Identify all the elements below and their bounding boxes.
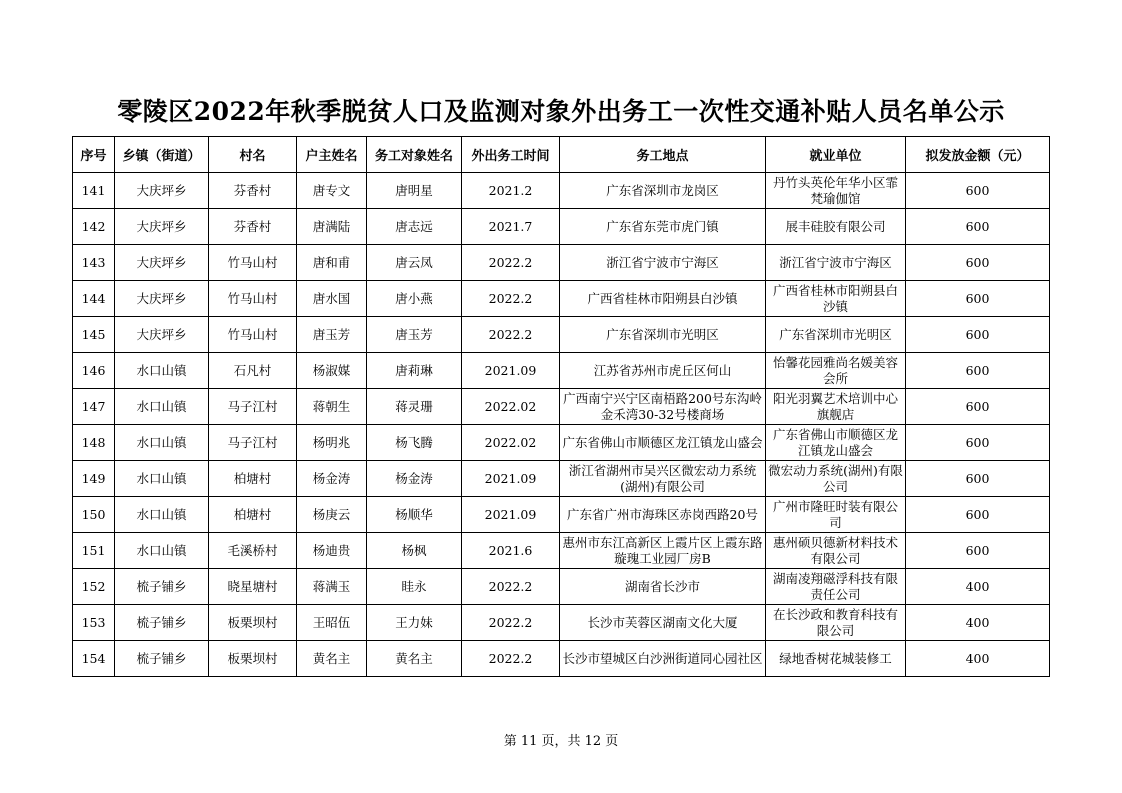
column-header-seq: 序号 <box>73 137 115 173</box>
cell-employer: 绿地香树花城装修工 <box>766 641 906 677</box>
cell-township: 大庆坪乡 <box>115 173 209 209</box>
cell-amount: 400 <box>906 605 1050 641</box>
cell-township: 水口山镇 <box>115 461 209 497</box>
cell-householder: 蒋朝生 <box>297 389 367 425</box>
table-row <box>73 353 1050 389</box>
cell-village: 马子江村 <box>209 389 297 425</box>
table-row <box>73 641 1050 677</box>
cell-employer: 广西省桂林市阳朔县白沙镇 <box>766 281 906 317</box>
cell-amount: 400 <box>906 641 1050 677</box>
cell-depart-time: 2022.2 <box>462 605 560 641</box>
cell-depart-time: 2021.2 <box>462 173 560 209</box>
cell-seq: 141 <box>73 173 115 209</box>
table-row <box>73 461 1050 497</box>
cell-seq: 152 <box>73 569 115 605</box>
cell-worker: 唐玉芳 <box>367 317 462 353</box>
cell-seq: 150 <box>73 497 115 533</box>
cell-worker: 蒋灵珊 <box>367 389 462 425</box>
cell-village: 竹马山村 <box>209 281 297 317</box>
cell-village: 板栗坝村 <box>209 605 297 641</box>
cell-householder: 唐水国 <box>297 281 367 317</box>
cell-amount: 600 <box>906 209 1050 245</box>
cell-village: 柏塘村 <box>209 497 297 533</box>
cell-seq: 147 <box>73 389 115 425</box>
cell-seq: 142 <box>73 209 115 245</box>
cell-work-location: 浙江省宁波市宁海区 <box>560 245 766 281</box>
table-header-row <box>73 137 1050 173</box>
table-row <box>73 533 1050 569</box>
cell-amount: 600 <box>906 173 1050 209</box>
cell-work-location: 长沙市芙蓉区湖南文化大厦 <box>560 605 766 641</box>
cell-householder: 杨迪贵 <box>297 533 367 569</box>
cell-village: 毛溪桥村 <box>209 533 297 569</box>
cell-village: 石凡村 <box>209 353 297 389</box>
table-row <box>73 569 1050 605</box>
cell-township: 梳子铺乡 <box>115 605 209 641</box>
cell-township: 水口山镇 <box>115 533 209 569</box>
cell-work-location: 江苏省苏州市虎丘区何山 <box>560 353 766 389</box>
cell-amount: 600 <box>906 353 1050 389</box>
table-row <box>73 605 1050 641</box>
cell-amount: 600 <box>906 245 1050 281</box>
cell-seq: 148 <box>73 425 115 461</box>
table-row <box>73 317 1050 353</box>
cell-householder: 唐满陆 <box>297 209 367 245</box>
document-title: 零陵区2022年秋季脱贫人口及监测对象外出务工一次性交通补贴人员名单公示 <box>117 97 1005 126</box>
column-header-employer: 就业单位 <box>766 137 906 173</box>
cell-village: 马子江村 <box>209 425 297 461</box>
column-header-depart-time: 外出务工时间 <box>462 137 560 173</box>
cell-amount: 600 <box>906 533 1050 569</box>
cell-employer: 丹竹头英伦年华小区霏梵瑜伽馆 <box>766 173 906 209</box>
cell-worker: 唐志远 <box>367 209 462 245</box>
cell-seq: 153 <box>73 605 115 641</box>
cell-depart-time: 2022.2 <box>462 317 560 353</box>
cell-seq: 144 <box>73 281 115 317</box>
cell-work-location: 湖南省长沙市 <box>560 569 766 605</box>
column-header-worker: 务工对象姓名 <box>367 137 462 173</box>
cell-township: 大庆坪乡 <box>115 281 209 317</box>
cell-township: 大庆坪乡 <box>115 209 209 245</box>
cell-depart-time: 2021.09 <box>462 497 560 533</box>
cell-work-location: 浙江省湖州市吴兴区微宏动力系统(湖州)有限公司 <box>560 461 766 497</box>
cell-employer: 广州市隆旺时装有限公司 <box>766 497 906 533</box>
cell-employer: 阳光羽翼艺术培训中心旗舰店 <box>766 389 906 425</box>
cell-amount: 600 <box>906 317 1050 353</box>
cell-work-location: 长沙市望城区白沙洲街道同心园社区 <box>560 641 766 677</box>
cell-depart-time: 2021.09 <box>462 461 560 497</box>
cell-amount: 400 <box>906 569 1050 605</box>
subsidy-list-table <box>72 136 1050 677</box>
cell-amount: 600 <box>906 425 1050 461</box>
table-row <box>73 425 1050 461</box>
cell-employer: 浙江省宁波市宁海区 <box>766 245 906 281</box>
cell-employer: 展丰硅胶有限公司 <box>766 209 906 245</box>
cell-amount: 600 <box>906 281 1050 317</box>
cell-householder: 唐专文 <box>297 173 367 209</box>
cell-township: 水口山镇 <box>115 425 209 461</box>
cell-township: 大庆坪乡 <box>115 317 209 353</box>
cell-depart-time: 2022.2 <box>462 281 560 317</box>
cell-township: 水口山镇 <box>115 497 209 533</box>
page-footer: 第 11 页，共 12 页 <box>503 734 619 749</box>
cell-worker: 唐明星 <box>367 173 462 209</box>
cell-village: 竹马山村 <box>209 317 297 353</box>
cell-work-location: 广西省桂林市阳朔县白沙镇 <box>560 281 766 317</box>
cell-householder: 杨金涛 <box>297 461 367 497</box>
column-header-householder: 户主姓名 <box>297 137 367 173</box>
cell-employer: 广东省佛山市顺德区龙江镇龙山盛会 <box>766 425 906 461</box>
cell-worker: 王力妹 <box>367 605 462 641</box>
cell-employer: 怡馨花园雅尚名媛美容会所 <box>766 353 906 389</box>
cell-village: 柏塘村 <box>209 461 297 497</box>
cell-amount: 600 <box>906 497 1050 533</box>
cell-seq: 151 <box>73 533 115 569</box>
table-body <box>73 173 1050 677</box>
cell-seq: 146 <box>73 353 115 389</box>
cell-depart-time: 2021.6 <box>462 533 560 569</box>
column-header-amount: 拟发放金额（元） <box>906 137 1050 173</box>
cell-seq: 149 <box>73 461 115 497</box>
cell-work-location: 广东省深圳市龙岗区 <box>560 173 766 209</box>
table-row <box>73 281 1050 317</box>
cell-worker: 唐小燕 <box>367 281 462 317</box>
cell-work-location: 广东省深圳市光明区 <box>560 317 766 353</box>
cell-seq: 143 <box>73 245 115 281</box>
cell-depart-time: 2022.2 <box>462 641 560 677</box>
cell-householder: 杨庚云 <box>297 497 367 533</box>
cell-work-location: 惠州市东江高新区上霞片区上霞东路璇瑰工业园厂房B <box>560 533 766 569</box>
cell-amount: 600 <box>906 461 1050 497</box>
cell-worker: 眭永 <box>367 569 462 605</box>
cell-employer: 微宏动力系统(湖州)有限公司 <box>766 461 906 497</box>
table-row <box>73 209 1050 245</box>
cell-employer: 惠州硕贝德新材料技术有限公司 <box>766 533 906 569</box>
cell-seq: 145 <box>73 317 115 353</box>
cell-worker: 杨飞腾 <box>367 425 462 461</box>
cell-amount: 600 <box>906 389 1050 425</box>
cell-village: 竹马山村 <box>209 245 297 281</box>
cell-work-location: 广东省广州市海珠区赤岗西路20号 <box>560 497 766 533</box>
column-header-work-location: 务工地点 <box>560 137 766 173</box>
cell-householder: 黄名主 <box>297 641 367 677</box>
cell-seq: 154 <box>73 641 115 677</box>
cell-village: 芬香村 <box>209 209 297 245</box>
cell-employer: 湖南凌翔磁浮科技有限责任公司 <box>766 569 906 605</box>
cell-depart-time: 2022.2 <box>462 569 560 605</box>
cell-householder: 唐玉芳 <box>297 317 367 353</box>
cell-worker: 唐云凤 <box>367 245 462 281</box>
cell-township: 梳子铺乡 <box>115 569 209 605</box>
cell-householder: 蒋满玉 <box>297 569 367 605</box>
cell-depart-time: 2021.7 <box>462 209 560 245</box>
cell-worker: 黄名主 <box>367 641 462 677</box>
cell-worker: 唐莉琳 <box>367 353 462 389</box>
cell-householder: 杨明兆 <box>297 425 367 461</box>
cell-worker: 杨顺华 <box>367 497 462 533</box>
cell-depart-time: 2022.02 <box>462 389 560 425</box>
cell-township: 水口山镇 <box>115 353 209 389</box>
cell-householder: 唐和甫 <box>297 245 367 281</box>
cell-township: 大庆坪乡 <box>115 245 209 281</box>
column-header-township: 乡镇（街道） <box>115 137 209 173</box>
cell-township: 水口山镇 <box>115 389 209 425</box>
cell-depart-time: 2021.09 <box>462 353 560 389</box>
cell-work-location: 广西南宁兴宁区南梧路200号东沟岭金禾湾30-32号楼商场 <box>560 389 766 425</box>
cell-village: 板栗坝村 <box>209 641 297 677</box>
cell-householder: 杨淑媒 <box>297 353 367 389</box>
cell-village: 晓星塘村 <box>209 569 297 605</box>
cell-depart-time: 2022.02 <box>462 425 560 461</box>
cell-worker: 杨枫 <box>367 533 462 569</box>
cell-employer: 在长沙政和教育科技有限公司 <box>766 605 906 641</box>
column-header-village: 村名 <box>209 137 297 173</box>
cell-township: 梳子铺乡 <box>115 641 209 677</box>
cell-work-location: 广东省东莞市虎门镇 <box>560 209 766 245</box>
cell-work-location: 广东省佛山市顺德区龙江镇龙山盛会 <box>560 425 766 461</box>
cell-worker: 杨金涛 <box>367 461 462 497</box>
table-row <box>73 497 1050 533</box>
cell-employer: 广东省深圳市光明区 <box>766 317 906 353</box>
cell-depart-time: 2022.2 <box>462 245 560 281</box>
cell-householder: 王昭伍 <box>297 605 367 641</box>
table-row <box>73 389 1050 425</box>
cell-village: 芬香村 <box>209 173 297 209</box>
table-row <box>73 173 1050 209</box>
table-row <box>73 245 1050 281</box>
